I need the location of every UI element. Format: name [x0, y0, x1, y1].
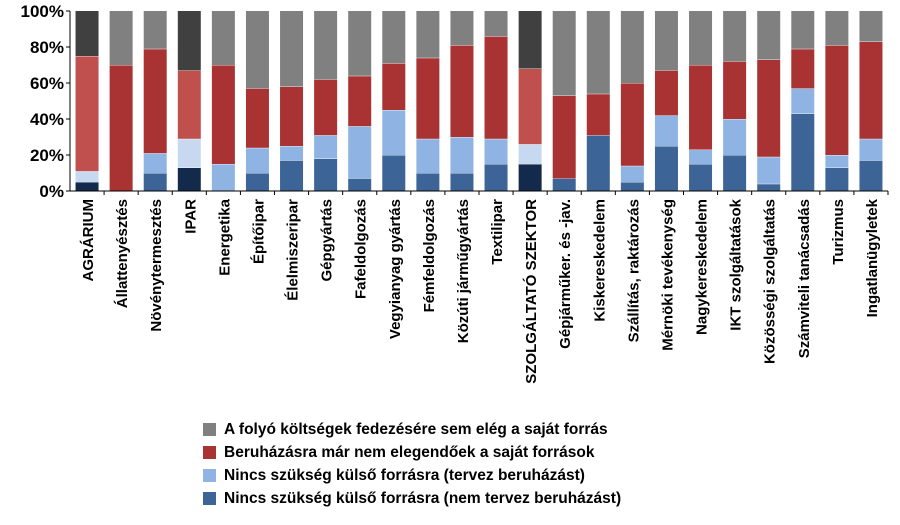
x-tick-label: Vegyianyag gyártás [386, 198, 404, 340]
bar-segment [485, 164, 508, 191]
x-tick-label: Szállítás, raktározás [625, 199, 643, 343]
bar-segment [791, 88, 814, 113]
legend-item-investment-insufficient [203, 441, 621, 464]
bar-segment [348, 126, 371, 178]
bar-segment [416, 173, 439, 191]
bar-segment [621, 166, 644, 182]
bar-segment [416, 58, 439, 139]
legend-swatch [203, 469, 216, 482]
x-tick-label: Ingatlanügyletek [863, 199, 881, 318]
bar-segment [655, 70, 678, 115]
bar-segment [280, 146, 303, 160]
bar-segment [485, 139, 508, 164]
bar-segment [314, 11, 337, 79]
bar-segment [553, 11, 576, 96]
x-tick-label: Gépgyártás [318, 199, 336, 282]
bar-segment [76, 182, 99, 191]
bar-segment [314, 159, 337, 191]
bar-segment [689, 11, 712, 65]
legend [203, 418, 621, 510]
bar-segment [212, 65, 235, 164]
bar-segment [519, 144, 542, 164]
bar-segment [178, 70, 201, 138]
x-tick-label: Energetika [216, 199, 234, 276]
bar-segment [110, 65, 133, 191]
y-tick-label: 100% [20, 2, 64, 21]
bar-segment [144, 153, 167, 173]
bar-segment [246, 11, 269, 88]
bar-segment [723, 155, 746, 191]
y-tick-label: 20% [29, 146, 64, 165]
legend-label: A folyó költségek fedezésére sem elég a saját forrás [224, 420, 608, 438]
bar-segment [314, 135, 337, 158]
bar-segment [76, 171, 99, 182]
x-tick-label: IKT szolgáltatások [727, 199, 745, 331]
x-tick-label: Gépjárműker. és -jav. [557, 199, 575, 349]
bar-segment [757, 60, 780, 157]
bar-segment [519, 69, 542, 145]
bar-segment [212, 164, 235, 191]
x-tick-label: Közösségi szolgáltatás [761, 199, 779, 365]
bar-segment [655, 11, 678, 70]
bar-segment [382, 11, 405, 63]
x-tick-label: Közúti járműgyártás [454, 199, 472, 344]
x-tick-label: Nagykereskedelem [693, 199, 711, 335]
bar-segment [791, 49, 814, 89]
bar-segment [587, 94, 610, 135]
bar-segment [621, 11, 644, 83]
legend-item-no-external-plans-investment [203, 464, 621, 487]
bar-segment [416, 139, 439, 173]
bar-segment [689, 150, 712, 164]
bar-segment [450, 173, 473, 191]
legend-label: Beruházásra már nem elegendőek a saját források [224, 443, 595, 461]
bar-segment [280, 11, 303, 87]
bar-segment [519, 164, 542, 191]
bar-segment [757, 157, 780, 184]
bar-segment [791, 11, 814, 49]
x-tick-label: Fémfeldolgozás [420, 199, 438, 313]
bar-segment [553, 96, 576, 179]
bar-segment [825, 155, 848, 168]
bar-segment [519, 11, 542, 69]
x-tick-label: Építőipar [250, 199, 268, 265]
bar-segment [450, 137, 473, 173]
bar-segment [689, 164, 712, 191]
bar-segment [757, 11, 780, 60]
bar-segment [144, 11, 167, 49]
bar-segment [450, 45, 473, 137]
x-tick-label: Textilipar [489, 198, 507, 265]
bar-segment [587, 11, 610, 94]
bar-segment [859, 160, 882, 191]
legend-item-no-external-no-investment [203, 487, 621, 510]
x-tick-label: Élelmiszeripar [284, 199, 302, 301]
bar-segment [791, 114, 814, 191]
bar-segment [416, 11, 439, 58]
bar-segment [382, 155, 405, 191]
bar-segment [621, 182, 644, 191]
x-tick-label: Fafeldolgozás [352, 199, 370, 300]
bar-segment [348, 11, 371, 76]
x-tick-label: AGRÁRIUM [80, 199, 98, 282]
bar-segment [178, 168, 201, 191]
bar-segment [144, 173, 167, 191]
bar-segment [485, 11, 508, 36]
bar-segment [212, 11, 235, 65]
bar-segment [655, 115, 678, 146]
bar-segment [348, 76, 371, 126]
bar-segment [621, 83, 644, 166]
bar-segment [825, 45, 848, 155]
bar-segment [825, 168, 848, 191]
legend-swatch [203, 446, 216, 459]
x-tick-label: SZOLGÁLTATÓ SZEKTOR [523, 199, 541, 384]
x-tick-label: Mérnöki tevékenység [659, 199, 677, 351]
bar-segment [280, 87, 303, 146]
bar-segment [280, 160, 303, 191]
y-tick-label: 60% [29, 74, 64, 93]
bar-segment [178, 139, 201, 168]
bar-segment [348, 178, 371, 191]
bar-segment [450, 11, 473, 45]
bar-segment [757, 184, 780, 191]
bar-segment [382, 63, 405, 110]
x-tick-label: Állattenyésztés [114, 199, 132, 309]
legend-label: Nincs szükség külső forrásra (tervez beruházást) [224, 466, 585, 484]
bar-segment [859, 11, 882, 42]
legend-swatch [203, 492, 216, 505]
legend-swatch [203, 423, 216, 436]
bar-segment [382, 110, 405, 155]
bar-segment [178, 11, 201, 70]
x-tick-label: Számviteli tanácsadás [795, 199, 813, 359]
bar-segment [144, 49, 167, 153]
bar-segment [723, 11, 746, 61]
bar-segment [314, 79, 337, 135]
y-tick-label: 0% [39, 182, 64, 201]
legend-item-current-costs [203, 418, 621, 441]
bar-segment [825, 11, 848, 45]
bar-segment [859, 42, 882, 139]
bar-segment [587, 135, 610, 191]
bar-segment [246, 88, 269, 147]
bar-segment [110, 11, 133, 65]
x-tick-label: Turizmus [829, 199, 847, 265]
bar-segment [553, 178, 576, 191]
bar-segment [655, 146, 678, 191]
bar-segment [76, 56, 99, 171]
x-tick-label: Kiskereskedelem [591, 199, 609, 322]
x-tick-label: Növénytermesztés [148, 198, 166, 332]
bar-segment [76, 11, 99, 56]
bar-segment [859, 139, 882, 161]
y-tick-label: 40% [29, 110, 64, 129]
bar-segment [246, 148, 269, 173]
bar-segment [485, 36, 508, 139]
bar-segment [246, 173, 269, 191]
bar-segment [723, 61, 746, 119]
bar-segment [689, 65, 712, 150]
y-tick-label: 80% [29, 38, 64, 57]
legend-label: Nincs szükség külső forrásra (nem tervez beruházást) [224, 489, 622, 507]
x-tick-label: IPAR [182, 199, 200, 234]
bar-segment [723, 119, 746, 155]
